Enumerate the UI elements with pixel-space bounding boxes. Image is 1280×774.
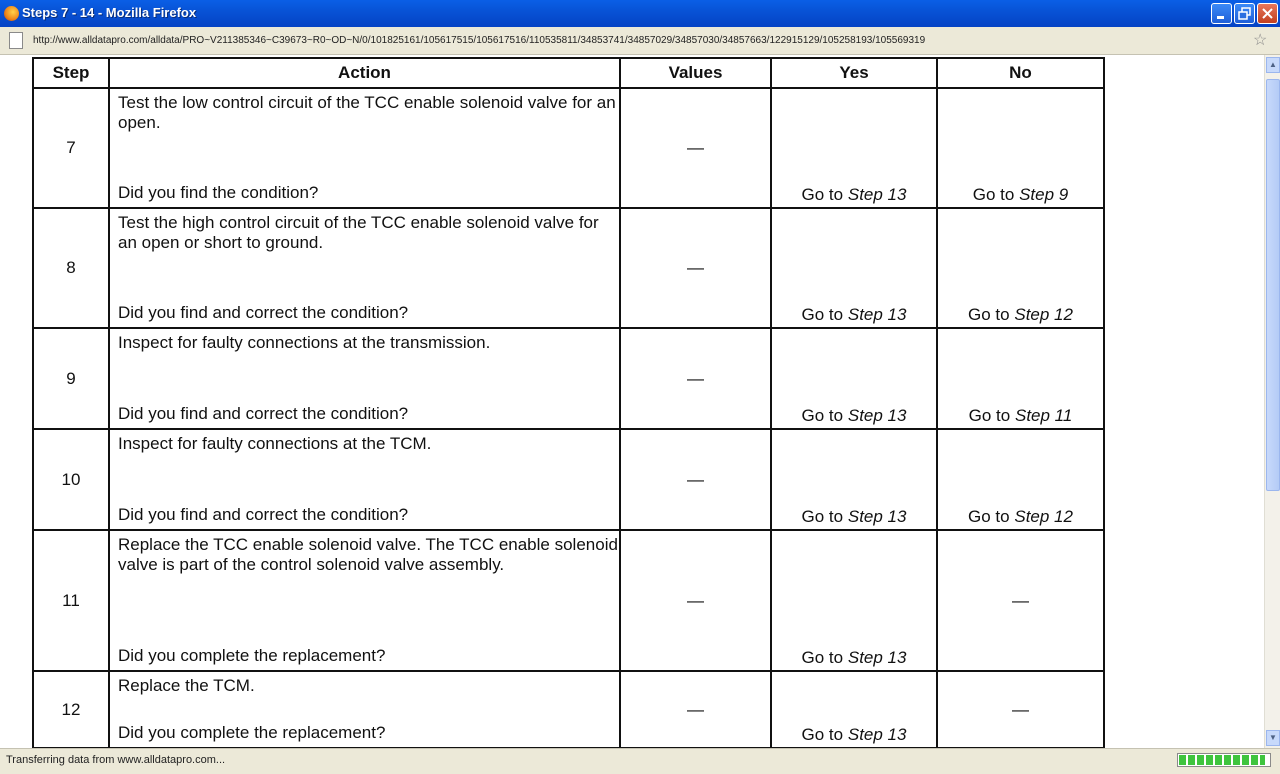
header-values: Values (620, 58, 771, 88)
action-cell (109, 208, 620, 328)
action-text: Replace the TCC enable solenoid valve. The TCC enable solenoid valve is part of the control solenoid valve assembly. (118, 535, 618, 574)
step-number: 12 (33, 671, 109, 748)
yes-goto: Go to Step 13 (801, 406, 907, 425)
yes-step-link: Step 13 (847, 406, 907, 425)
step-number: 8 (33, 208, 109, 328)
table-row (33, 328, 1104, 429)
table-row (33, 530, 1104, 671)
no-cell (937, 88, 1104, 208)
no-cell (937, 671, 1104, 748)
table-row (33, 88, 1104, 208)
table-row (33, 671, 1104, 748)
window-titlebar (0, 0, 1280, 27)
bookmark-star-icon[interactable]: ☆ (1253, 32, 1268, 49)
action-cell (109, 530, 620, 671)
yes-cell (771, 88, 937, 208)
loading-progress-bar (1177, 753, 1271, 767)
action-question: Did you complete the replacement? (118, 646, 386, 665)
table-row (33, 429, 1104, 530)
yes-cell (771, 208, 937, 328)
yes-step-link: Step 13 (847, 305, 907, 324)
header-no: No (937, 58, 1104, 88)
scroll-thumb[interactable] (1266, 79, 1280, 491)
no-cell (937, 328, 1104, 429)
action-text: Test the high control circuit of the TCC enable solenoid valve for an open or short to ground. (118, 213, 599, 252)
action-question: Did you find the condition? (118, 183, 319, 202)
action-cell (109, 88, 620, 208)
step-number: 7 (33, 88, 109, 208)
yes-cell (771, 530, 937, 671)
no-dash: — (1012, 590, 1029, 610)
yes-cell (771, 671, 937, 748)
yes-step-link: Step 13 (847, 648, 907, 667)
values-cell: — (620, 429, 771, 530)
yes-goto: Go to Step 13 (801, 185, 907, 204)
status-bar (0, 748, 1280, 774)
step-number: 10 (33, 429, 109, 530)
action-text: Inspect for faulty connections at the transmission. (118, 333, 491, 352)
values-cell: — (620, 671, 771, 748)
yes-goto: Go to Step 13 (801, 305, 907, 324)
yes-goto: Go to Step 13 (801, 725, 907, 744)
action-cell (109, 328, 620, 429)
firefox-icon (4, 6, 19, 21)
header-yes: Yes (771, 58, 937, 88)
action-text: Test the low control circuit of the TCC enable solenoid valve for an open. (118, 93, 616, 132)
vertical-scrollbar[interactable] (1264, 55, 1280, 748)
table-header-row (33, 58, 1104, 88)
no-cell (937, 429, 1104, 530)
no-goto: Go to Step 11 (968, 406, 1073, 425)
scroll-down-arrow-icon[interactable]: ▼ (1266, 730, 1280, 746)
values-cell: — (620, 88, 771, 208)
no-goto: Go to Step 12 (968, 507, 1073, 526)
action-question: Did you find and correct the condition? (118, 505, 409, 524)
values-cell: — (620, 208, 771, 328)
step-number: 11 (33, 530, 109, 671)
step-number: 9 (33, 328, 109, 429)
yes-goto: Go to Step 13 (801, 507, 907, 526)
page-content (0, 55, 1264, 748)
action-text: Replace the TCM. (118, 676, 255, 695)
no-dash: — (1012, 699, 1029, 719)
diagnostic-steps-table (32, 57, 1105, 748)
no-cell (937, 530, 1104, 671)
close-button[interactable] (1257, 3, 1278, 24)
no-step-link: Step 12 (1014, 507, 1073, 526)
yes-goto: Go to Step 13 (801, 648, 907, 667)
header-action: Action (109, 58, 620, 88)
action-question: Did you complete the replacement? (118, 723, 386, 742)
yes-cell (771, 328, 937, 429)
yes-cell (771, 429, 937, 530)
header-step: Step (33, 58, 109, 88)
window-title: Steps 7 - 14 - Mozilla Firefox (22, 5, 197, 20)
restore-button[interactable] (1234, 3, 1255, 24)
status-text: Transferring data from www.alldatapro.com... (6, 754, 226, 766)
page-icon (9, 32, 23, 49)
yes-step-link: Step 13 (847, 185, 907, 204)
no-goto: Go to Step 12 (968, 305, 1073, 324)
no-step-link: Step 9 (1019, 185, 1069, 204)
no-cell (937, 208, 1104, 328)
no-step-link: Step 11 (1014, 406, 1073, 425)
scroll-up-arrow-icon[interactable]: ▲ (1266, 57, 1280, 73)
yes-step-link: Step 13 (847, 725, 907, 744)
values-cell: — (620, 328, 771, 429)
url-text[interactable]: http://www.alldatapro.com/alldata/PRO~V211385346~C39673~R0~OD~N/0/101825161/105617515/105617516/110535811/34853741/34857029/34857030/34857663/122915129/105258193/105569319 (33, 35, 926, 46)
action-text: Inspect for faulty connections at the TCM. (118, 434, 432, 453)
values-cell: — (620, 530, 771, 671)
action-question: Did you find and correct the condition? (118, 404, 409, 423)
no-step-link: Step 12 (1014, 305, 1073, 324)
address-bar[interactable] (0, 27, 1280, 55)
action-cell (109, 671, 620, 748)
no-goto: Go to Step 9 (972, 185, 1069, 204)
yes-step-link: Step 13 (847, 507, 907, 526)
action-cell (109, 429, 620, 530)
table-row (33, 208, 1104, 328)
minimize-button[interactable] (1211, 3, 1232, 24)
action-question: Did you find and correct the condition? (118, 303, 409, 322)
